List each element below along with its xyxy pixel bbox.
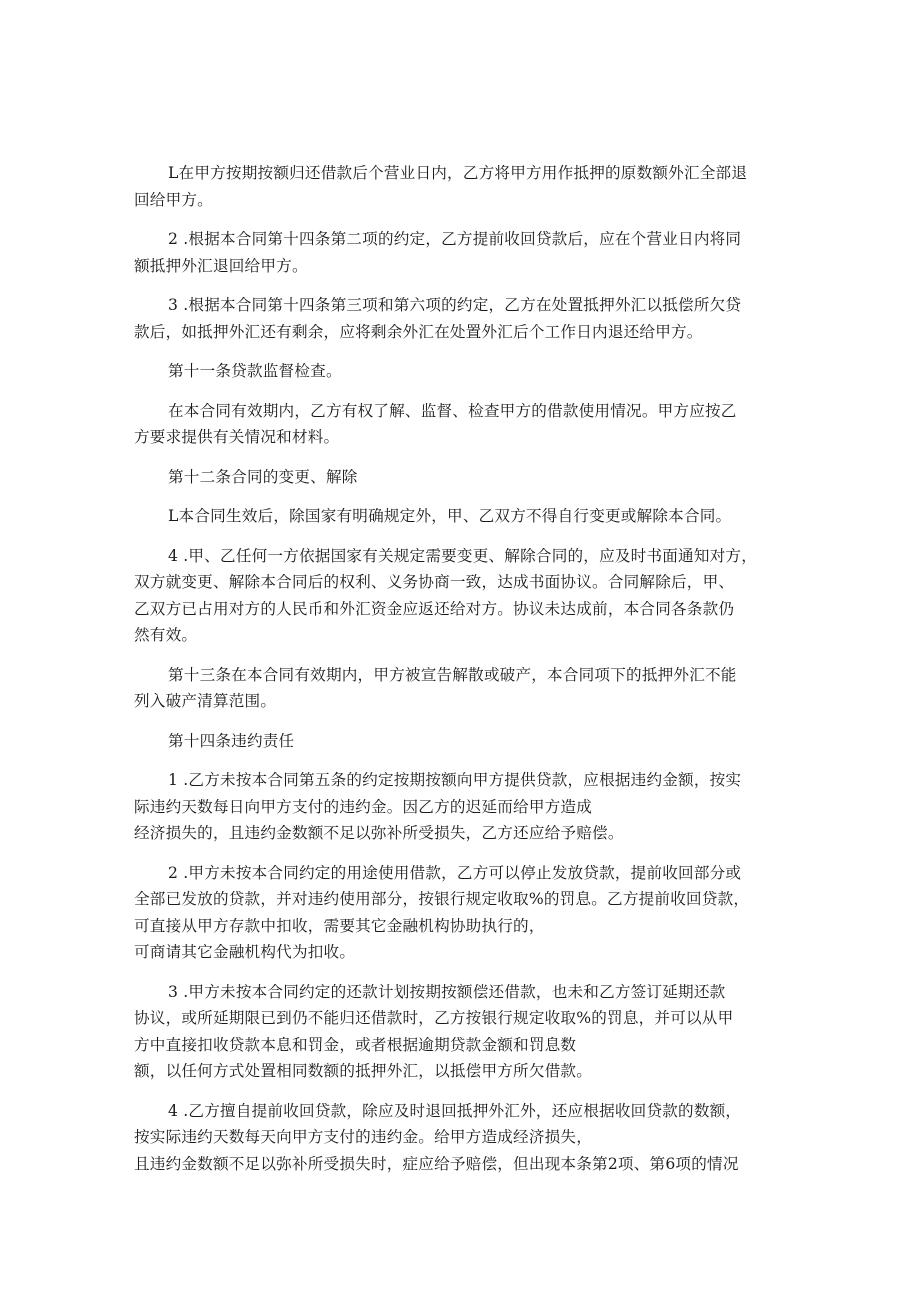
text-line: 3 .根据本合同第十四条第三项和第六项的约定，乙方在处置抵押外汇以抵偿所欠贷 <box>168 296 742 314</box>
text-line: 第十二条合同的变更、解除 <box>168 467 358 486</box>
text-line: 4 .甲、乙任何一方依据国家有关规定需要变更、解除合同的，应及时书面通知对方， <box>168 546 758 565</box>
paragraph <box>134 160 794 213</box>
paragraph <box>134 226 794 279</box>
paragraph <box>134 543 794 649</box>
paragraph <box>134 464 794 491</box>
text-line: 经济损失的，且违约金数额不足以弥补所受损失，乙方还应给予赔偿。 <box>134 824 624 842</box>
text-line: L本合同生效后，除国家有明确规定外，甲、乙双方不得自行变更或解除本合同。 <box>168 507 732 525</box>
text-line: 然有效。 <box>134 626 198 644</box>
text-line: 方要求提供有关情况和材料。 <box>134 428 340 446</box>
paragraph <box>134 662 794 715</box>
text-line: 4 .乙方擅自提前收回贷款，除应及时退回抵押外汇外，还应根据收回贷款的数额， <box>168 1101 742 1120</box>
text-line: 全部已发放的贷款，并对违约使用部分，按银行规定收取%的罚息。乙方提前收回贷款， <box>134 890 750 908</box>
text-line: 协议，或所延期限已到仍不能归还借款时，乙方按银行规定收取%的罚息，并可以从甲 <box>134 1009 734 1027</box>
paragraph <box>134 358 794 385</box>
text-line: L在甲方按期按额归还借款后个营业日内，乙方将甲方用作抵押的原数额外汇全部退 <box>168 164 748 182</box>
paragraph <box>134 860 794 966</box>
text-line: 第十四条违约责任 <box>168 731 295 750</box>
text-line: 可直接从甲方存款中扣收，需要其它金融机构协助执行的， <box>134 916 545 935</box>
paragraph <box>134 979 794 1085</box>
paragraph <box>134 503 794 530</box>
text-line: 在本合同有效期内，乙方有权了解、监督、检查甲方的借款使用情况。甲方应按乙 <box>168 401 737 420</box>
paragraph <box>134 398 794 451</box>
text-line: 按实际违约天数每天向甲方支付的违约金。给甲方造成经济损失， <box>134 1128 593 1146</box>
text-line: 方中直接扣收贷款本息和罚金，或者根据逾期贷款金额和罚息数 <box>134 1035 577 1054</box>
text-line: 款后，如抵押外汇还有剩余，应将剩余外汇在处置外汇后个工作日内退还给甲方。 <box>134 322 703 341</box>
document-page <box>134 160 794 1190</box>
text-line: 额抵押外汇退回给甲方。 <box>134 256 308 275</box>
text-line: 2 .根据本合同第十四条第二项的约定，乙方提前收回贷款后，应在个营业日内将同 <box>168 230 742 248</box>
text-line: 双方就变更、解除本合同后的权利、义务协商一致，达成书面协议。合同解除后，甲、 <box>134 573 735 591</box>
text-line: 可商请其它金融机构代为扣收。 <box>134 943 356 961</box>
text-line: 额，以任何方式处置相同数额的抵押外汇，以抵偿甲方所欠借款。 <box>134 1062 593 1080</box>
text-line: 第十一条贷款监督检查。 <box>168 362 342 380</box>
paragraph <box>134 292 794 345</box>
text-line: 1 .乙方未按本合同第五条的约定按期按额向甲方提供贷款，应根据违约金额，按实 <box>168 771 742 789</box>
paragraph <box>134 767 794 847</box>
text-line: 乙双方已占用对方的人民币和外汇资金应返还给对方。协议未达成前，本合同各条款仍 <box>134 599 735 618</box>
text-line: 列入破产清算范围。 <box>134 692 277 710</box>
paragraph <box>134 728 794 755</box>
paragraph <box>134 1098 794 1178</box>
text-line: 回给甲方。 <box>134 190 213 209</box>
text-line: 际违约天数每日向甲方支付的违约金。因乙方的迟延而给甲方造成 <box>134 797 593 816</box>
text-line: 且违约金数额不足以弥补所受损失时，症应给予赔偿，但出现本条第2项、第6项的情况 <box>134 1154 739 1173</box>
text-line: 3 .甲方未按本合同约定的还款计划按期按额偿还借款，也未和乙方签订延期还款 <box>168 982 726 1001</box>
text-line: 第十三条在本合同有效期内，甲方被宣告解散或破产，本合同项下的抵押外汇不能 <box>168 665 737 684</box>
text-line: 2 .甲方未按本合同约定的用途使用借款，乙方可以停止发放贷款，提前收回部分或 <box>168 863 742 882</box>
